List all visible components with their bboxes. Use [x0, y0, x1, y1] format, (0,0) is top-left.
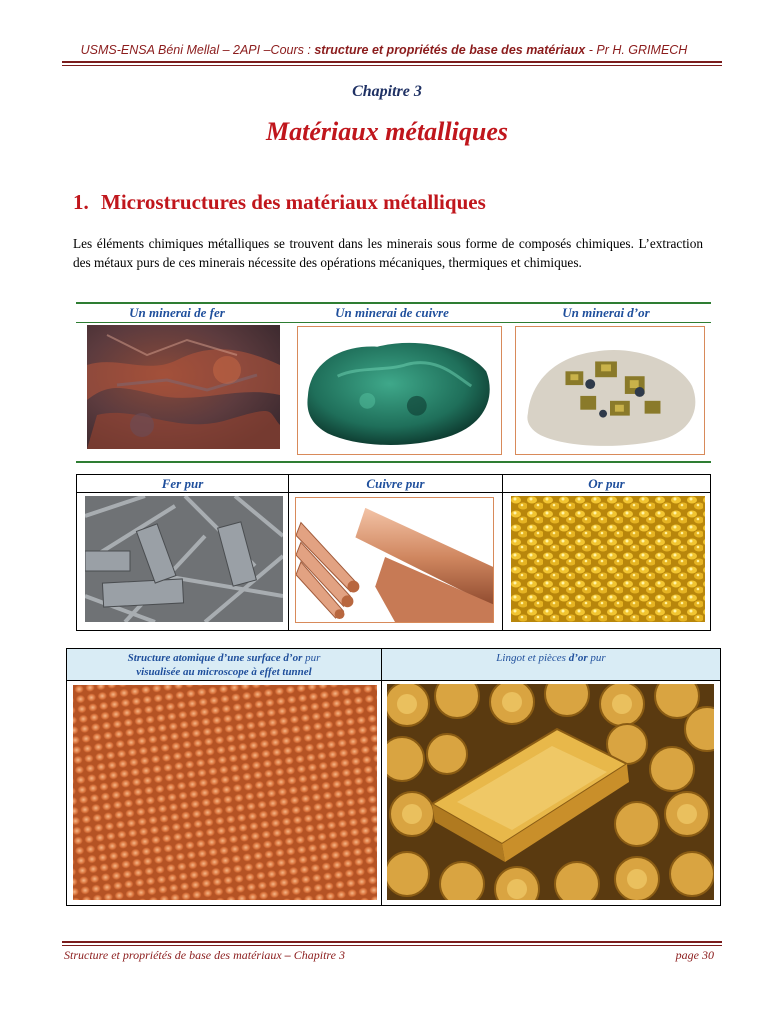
pure-copper-photo [295, 497, 494, 623]
ores-caption-rule [76, 322, 711, 323]
pure-gold-photo [511, 496, 705, 622]
section-heading [73, 190, 486, 215]
caption-pure-iron: Fer pur [161, 476, 204, 491]
footer-rule-thin [62, 945, 722, 946]
caption-pure-copper: Cuivre pur [366, 476, 425, 491]
copper-ore-photo [297, 326, 502, 455]
chapter-title: Matériaux métalliques [266, 117, 508, 146]
iron-ore-photo [87, 325, 280, 449]
caption-gold-ore: Un minerai d’or [562, 305, 650, 320]
ores-bottom-rule [76, 461, 711, 463]
gold-ingot-coins-image [387, 684, 714, 900]
footer-dash: – [284, 948, 291, 962]
caption-ingot-coins [385, 651, 717, 665]
chapter-label: Chapitre 3 [352, 83, 422, 100]
caption-atomic-structure [70, 651, 378, 679]
caption-atomic-line2: visualisée au microscope à effet tunnel [136, 666, 312, 678]
caption-ingot-normal1: Lingot et pièces [496, 652, 569, 664]
stm-gold-surface-image [73, 685, 377, 900]
footer-chapter: Chapitre 3 [290, 948, 345, 962]
footer-title [64, 948, 345, 963]
table-divider [381, 648, 382, 906]
table-header-rule [66, 680, 721, 681]
header-rule-thin [62, 65, 722, 66]
pure-iron-photo [85, 496, 283, 622]
header-suffix: - Pr H. GRIMECH [585, 43, 688, 57]
footer-course: Structure et propriétés de base des matériaux [64, 948, 285, 962]
intro-paragraph: Les éléments chimiques métalliques se trouvent dans les minerais sous forme de composés chimiques. L’extraction des métaux purs de ces minerais nécessite des opérations mécaniques, thermiques et chimiques. [73, 236, 703, 270]
caption-ingot-normal2: pur [587, 652, 606, 664]
footer-rule [62, 941, 722, 943]
table-header-rule [76, 492, 711, 493]
page-header [0, 43, 768, 57]
page-label: page [675, 948, 699, 962]
gold-ore-photo [515, 326, 705, 455]
caption-copper-ore: Un minerai de cuivre [335, 305, 449, 320]
table-divider [502, 474, 503, 631]
caption-ingot-bold: d’or [568, 652, 588, 664]
ores-top-rule [76, 302, 711, 304]
header-rule [62, 61, 722, 63]
caption-atomic-bold: Structure atomique d’une surface d’or [127, 652, 303, 664]
section-number: 1. [73, 190, 89, 214]
caption-pure-gold: Or pur [588, 476, 625, 491]
header-course: structure et propriétés de base des matériaux [314, 43, 586, 57]
table-divider [288, 474, 289, 631]
section-title: Microstructures des matériaux métalliques [101, 190, 486, 214]
caption-iron-ore: Un minerai de fer [129, 305, 225, 320]
page-number [630, 948, 714, 963]
page-number-value: 30 [702, 948, 714, 962]
caption-atomic-normal: pur [302, 652, 321, 664]
header-prefix: USMS-ENSA Béni Mellal – 2API –Cours : [80, 43, 315, 57]
